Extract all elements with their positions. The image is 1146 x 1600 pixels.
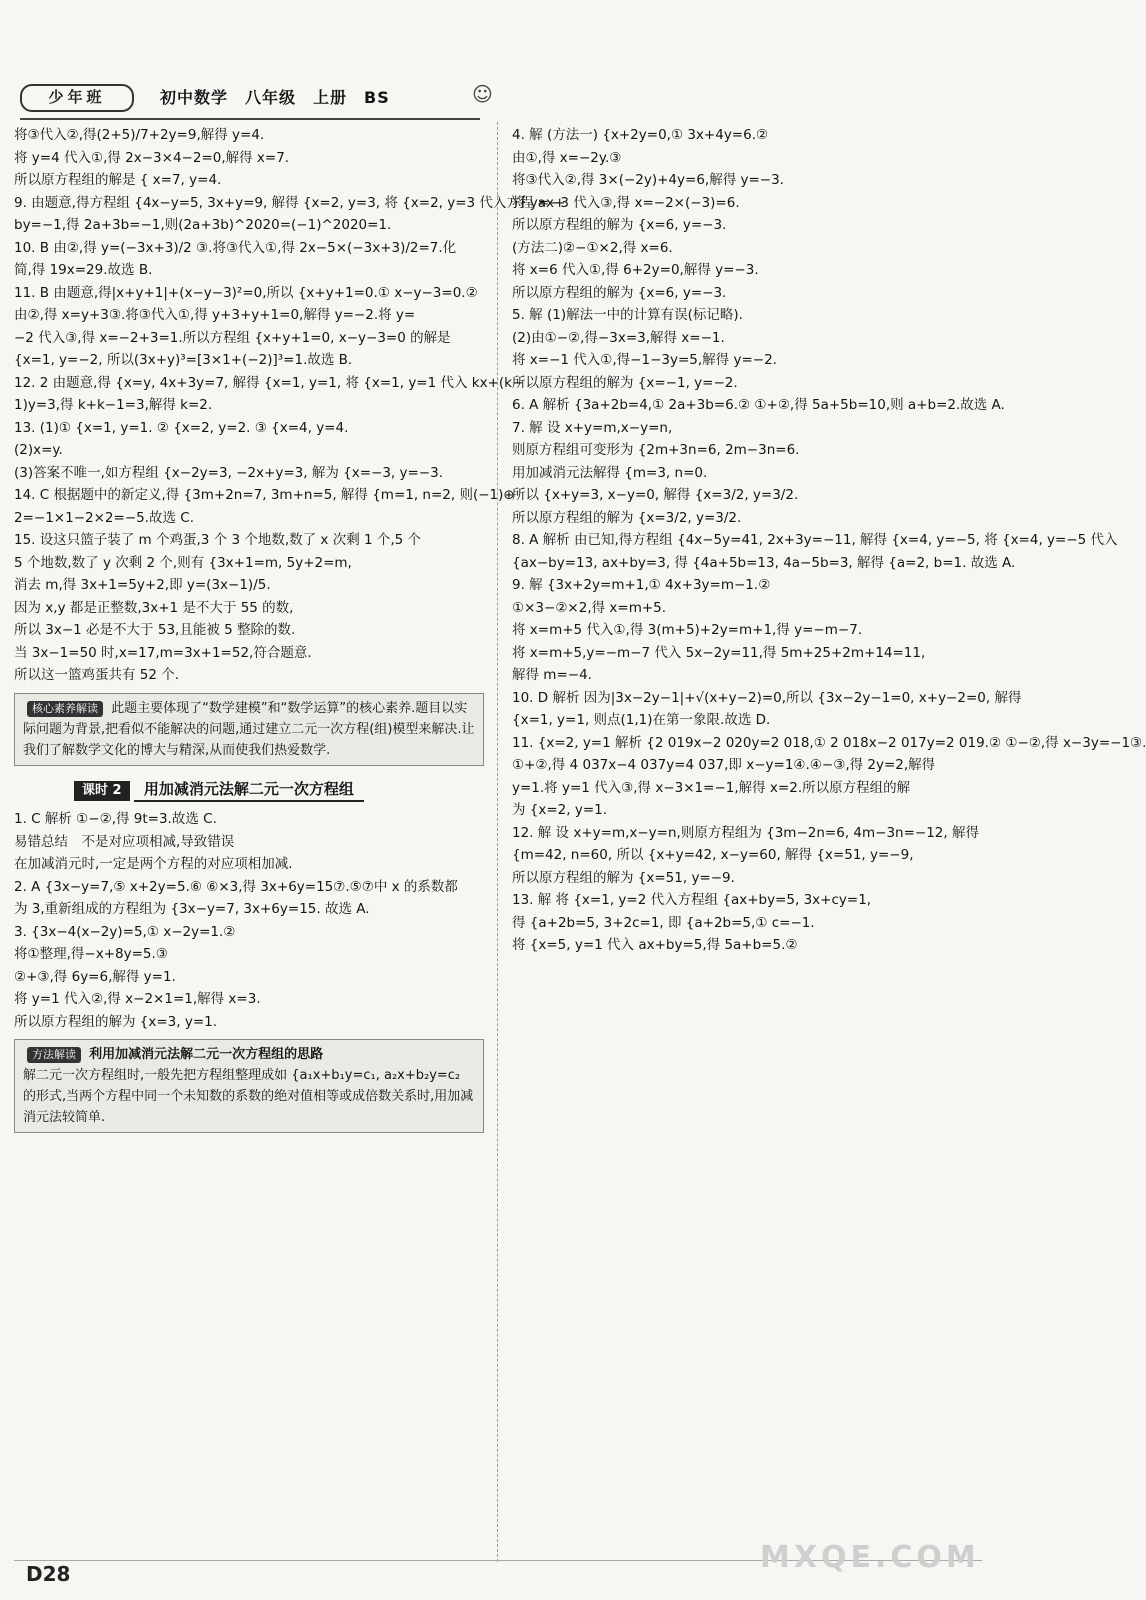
answer-line: 将 {x=5, y=1 代入 ax+by=5,得 5a+b=5.② xyxy=(512,937,798,953)
answer-line: (方法二)②−①×2,得 x=6. xyxy=(512,239,673,256)
answer-list-right xyxy=(512,124,1146,957)
answer-line: 13. 解 将 {x=1, y=2 代入方程组 {ax+by=5, 3x+cy=1, xyxy=(512,892,872,908)
answer-line: 9. 由题意,得方程组 {4x−y=5, 3x+y=9, 解得 {x=2, y=3, 将 {x=2, y=3 代入方程 ax+ xyxy=(14,194,566,211)
answer-line: 6. A 解析 {3a+2b=4,① 2a+3b=6.② ①+②,得 5a+5b=10,则 a+b=2.故选 A. xyxy=(512,397,1005,413)
right-column xyxy=(512,124,1146,957)
answer-line: 12. 解 设 x+y=m,x−y=n,则原方程组为 {3m−2n=6, 4m−3n=−12, 解得 xyxy=(512,824,979,841)
answer-line: 将 x=m+5 代入①,得 3(m+5)+2y=m+1,得 y=−m−7. xyxy=(512,622,863,638)
answer-line: 易错总结 不是对应项相减,导致错误 xyxy=(14,833,235,850)
answer-line: 8. A 解析 由已知,得方程组 {4x−5y=41, 2x+3y=−11, 解得 {x=4, y=−5, 将 {x=4, y=−5 代入 xyxy=(512,532,1118,548)
answer-line: 解得 m=−4. xyxy=(512,667,592,683)
answer-line: 则原方程组可变形为 {2m+3n=6, 2m−3n=6. xyxy=(512,442,800,458)
answer-line: 用加减消元法解得 {m=3, n=0. xyxy=(512,464,708,481)
answer-line: 所以 3x−1 必是不大于 53,且能被 5 整除的数. xyxy=(14,622,296,638)
answer-line: 3. {3x−4(x−2y)=5,① x−2y=1.② xyxy=(14,923,236,940)
column-divider xyxy=(497,122,498,1562)
answer-line: 5 个地数,数了 y 次剩 2 个,则有 {3x+1=m, 5y+2=m, xyxy=(14,554,352,571)
method-text: 解二元一次方程组时,一般先把方程组整理成如 {a₁x+b₁y=c₁, a₂x+b₂y=c₂ 的形式,当两个方程中同一个未知数的系数的绝对值相等或成倍数关系时,用加减消元法较简单. xyxy=(23,1068,474,1125)
answer-line: 由①,得 x=−2y.③ xyxy=(512,149,622,166)
student-figure-icon: ☺ xyxy=(472,82,493,106)
answer-line: 为 3,重新组成的方程组为 {3x−y=7, 3x+6y=15. 故选 A. xyxy=(14,901,370,917)
answer-line: (3)答案不唯一,如方程组 {x−2y=3, −2x+y=3, 解为 {x=−3, y=−3. xyxy=(14,464,443,481)
core-literacy-box xyxy=(14,693,484,766)
page-number: D28 xyxy=(26,1562,71,1586)
answer-line: 11. B 由题意,得|x+y+1|+(x−y−3)²=0,所以 {x+y+1=0.① x−y−3=0.② xyxy=(14,284,478,301)
answer-line: 将 y=−3 代入③,得 x=−2×(−3)=6. xyxy=(512,194,740,211)
method-subtitle: 利用加减消元法解二元一次方程组的思路 xyxy=(89,1047,324,1062)
answer-line: 所以原方程组的解为 {x=51, y=−9. xyxy=(512,869,735,886)
answer-line: 因为 x,y 都是正整数,3x+1 是不大于 55 的数, xyxy=(14,599,294,616)
answer-line: (2)x=y. xyxy=(14,442,63,458)
answer-line: 10. D 解析 因为|3x−2y−1|+√(x+y−2)=0,所以 {3x−2y−1=0, x+y−2=0, 解得 xyxy=(512,689,1022,706)
answer-line: 所以原方程组的解是 { x=7, y=4. xyxy=(14,172,222,188)
answer-line: 得 {a+2b=5, 3+2c=1, 即 {a+2b=5,① c=−1. xyxy=(512,914,815,931)
answer-line: 1)y=3,得 k+k−1=3,解得 k=2. xyxy=(14,397,213,413)
answer-line: by=−1,得 2a+3b=−1,则(2a+3b)^2020=(−1)^2020=1. xyxy=(14,217,392,233)
answer-line: 4. 解 (方法一) {x+2y=0,① 3x+4y=6.② xyxy=(512,127,769,143)
answer-line: 所以这一篮鸡蛋共有 52 个. xyxy=(14,667,180,683)
site-watermark: MXQE.COM xyxy=(760,1540,980,1575)
answer-line: 将 y=4 代入①,得 2x−3×4−2=0,解得 x=7. xyxy=(14,149,290,166)
answer-line: 将③代入②,得 3×(−2y)+4y=6,解得 y=−3. xyxy=(512,172,784,188)
answer-line: 1. C 解析 ①−②,得 9t=3.故选 C. xyxy=(14,811,217,827)
lesson-title: 用加减消元法解二元一次方程组 xyxy=(134,778,364,803)
answer-line: ①×3−②×2,得 x=m+5. xyxy=(512,599,667,616)
answer-line: ②+③,得 6y=6,解得 y=1. xyxy=(14,968,176,985)
core-literacy-label: 核心素养解读 xyxy=(27,701,103,717)
answer-line: 所以原方程组的解为 {x=6, y=−3. xyxy=(512,217,727,233)
answer-line: 10. B 由②,得 y=(−3x+3)/2 ③.将③代入①,得 2x−5×(−3x+3)/2=7.化 xyxy=(14,239,457,256)
lesson-number: 课时 2 xyxy=(74,781,130,801)
answer-line: 所以原方程组的解为 {x=3/2, y=3/2. xyxy=(512,509,742,526)
answer-line: 2=−1×1−2×2=−5.故选 C. xyxy=(14,509,195,526)
answer-line: 将 x=6 代入①,得 6+2y=0,解得 y=−3. xyxy=(512,262,759,278)
lesson-heading xyxy=(74,778,364,803)
answer-line: 所以 {x+y=3, x−y=0, 解得 {x=3/2, y=3/2. xyxy=(512,487,799,503)
answer-line: 2. A {3x−y=7,⑤ x+2y=5.⑥ ⑥×3,得 3x+6y=15⑦.⑤⑦中 x 的系数都 xyxy=(14,878,458,895)
answer-line: 所以原方程组的解为 {x=6, y=−3. xyxy=(512,284,727,301)
core-literacy-text: 此题主要体现了“数学建模”和“数学运算”的核心素养.题目以实际问题为背景,把看似不能解决的问题,通过建立二元一次方程(组)模型来解决.让我们了解数学文化的博大与精深,从而使我们热爱数学. xyxy=(23,700,475,758)
answer-line: 将③代入②,得(2+5)/7+2y=9,解得 y=4. xyxy=(14,127,265,143)
answer-line: 将 y=1 代入②,得 x−2×1=1,解得 x=3. xyxy=(14,991,261,1007)
answer-line: {x=1, y=1, 则点(1,1)在第一象限.故选 D. xyxy=(512,712,771,728)
answer-line: 将 x=m+5,y=−m−7 代入 5x−2y=11,得 5m+25+2m+14=11, xyxy=(512,644,926,661)
answer-line: 15. 设这只篮子装了 m 个鸡蛋,3 个 3 个地数,数了 x 次剩 1 个,5 个 xyxy=(14,532,422,548)
answer-line: 所以原方程组的解为 {x=−1, y=−2. xyxy=(512,374,738,391)
answer-line: 13. (1)① {x=1, y=1. ② {x=2, y=2. ③ {x=4, y=4. xyxy=(14,419,349,436)
answer-line: 5. 解 (1)解法一中的计算有误(标记略). xyxy=(512,307,743,323)
answer-line: 消去 m,得 3x+1=5y+2,即 y=(3x−1)/5. xyxy=(14,577,271,593)
answer-line: {x=1, y=−2, 所以(3x+y)³=[3×1+(−2)]³=1.故选 B. xyxy=(14,352,353,368)
answer-line: 所以原方程组的解为 {x=3, y=1. xyxy=(14,1013,218,1030)
answer-line: (2)由①−②,得−3x=3,解得 x=−1. xyxy=(512,329,725,346)
answer-line: {ax−by=13, ax+by=3, 得 {4a+5b=13, 4a−5b=3, 解得 {a=2, b=1. 故选 A. xyxy=(512,554,1016,571)
answer-line: y=1.将 y=1 代入③,得 x−3×1=−1,解得 x=2.所以原方程组的解 xyxy=(512,779,911,796)
answer-line: 11. {x=2, y=1 解析 {2 019x−2 020y=2 018,① 2 018x−2 017y=2 019.② ①−②,得 x−3y=−1③. xyxy=(512,734,1146,751)
answer-line: 由②,得 x=y+3③.将③代入①,得 y+3+y+1=0,解得 y=−2.将 y= xyxy=(14,307,416,323)
answer-line: −2 代入③,得 x=−2+3=1.所以方程组 {x+y+1=0, x−y−3=0 的解是 xyxy=(14,329,451,346)
page-header xyxy=(20,82,490,112)
brand-logo: 少年班 xyxy=(20,84,134,112)
answer-line: 在加减消元时,一定是两个方程的对应项相加减. xyxy=(14,856,293,872)
method-box xyxy=(14,1039,484,1133)
answer-line: ①+②,得 4 037x−4 037y=4 037,即 x−y=1④.④−③,得 2y=2,解得 xyxy=(512,757,936,773)
answer-line: 14. C 根据题中的新定义,得 {3m+2n=7, 3m+n=5, 解得 {m=1, n=2, 则(−1)⊕ xyxy=(14,487,515,503)
answer-line: 将①整理,得−x+8y=5.③ xyxy=(14,946,168,962)
answer-list-left-2 xyxy=(14,808,484,1033)
answer-line: {m=42, n=60, 所以 {x+y=42, x−y=60, 解得 {x=51, y=−9, xyxy=(512,847,914,863)
answer-line: 简,得 19x=29.故选 B. xyxy=(14,262,153,278)
answer-line: 12. 2 由题意,得 {x=y, 4x+3y=7, 解得 {x=1, y=1, 将 {x=1, y=1 代入 kx+(k− xyxy=(14,374,524,391)
method-label: 方法解读 xyxy=(27,1047,81,1063)
answer-line: 9. 解 {3x+2y=m+1,① 4x+3y=m−1.② xyxy=(512,577,771,593)
answer-line: 将 x=−1 代入①,得−1−3y=5,解得 y=−2. xyxy=(512,352,777,368)
answer-line: 7. 解 设 x+y=m,x−y=n, xyxy=(512,419,673,436)
header-divider xyxy=(20,118,480,120)
answer-line: 当 3x−1=50 时,x=17,m=3x+1=52,符合题意. xyxy=(14,644,312,661)
answer-line: 为 {x=2, y=1. xyxy=(512,802,608,818)
subject-title: 初中数学 八年级 上册 BS xyxy=(160,88,390,107)
